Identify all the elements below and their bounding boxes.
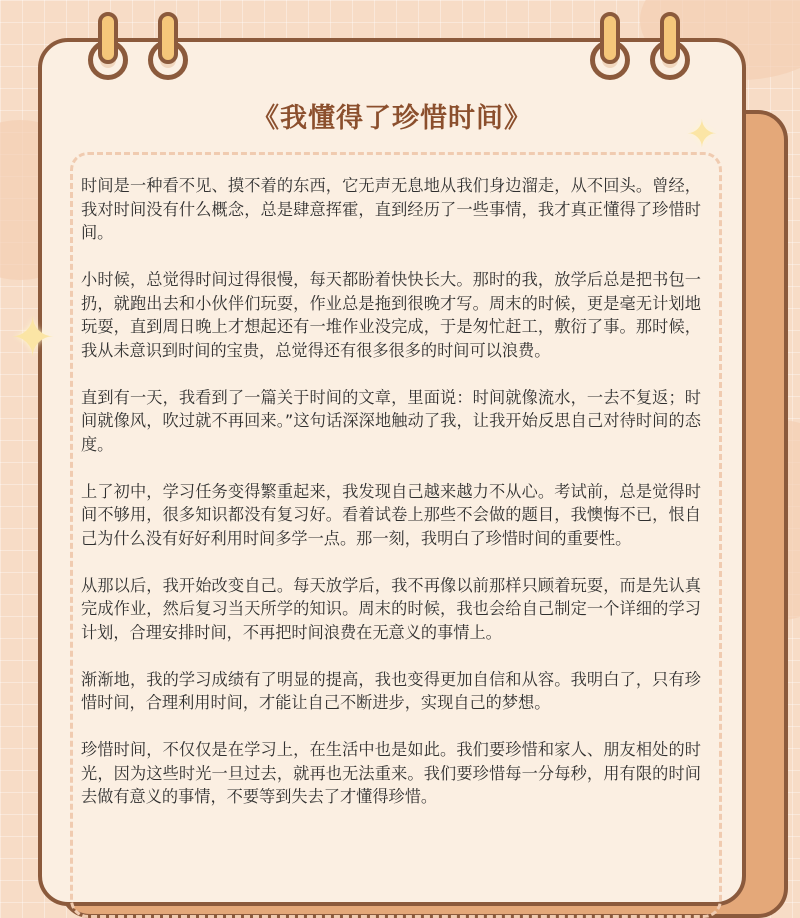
paragraph: 时间是一种看不见、摸不着的东西，它无声无息地从我们身边溜走，从不回头。曾经，我对时间没有什么概念，总是肆意挥霍，直到经历了一些事情，我才真正懂得了珍惜时间。 [81, 176, 701, 242]
paragraph: 小时候，总觉得时间过得很慢，每天都盼着快快长大。那时的我，放学后总是把书包一扔，就跑出去和小伙伴们玩耍，作业总是拖到很晚才写。周末的时候，更是毫无计划地玩耍，直到周日晚上才想起还有一堆作业没完成，于是匆忙赶工，敷衍了事。那时候，我从未意识到时间的宝贵，总觉得还有很多很多的时间可以浪费。 [81, 270, 701, 360]
paragraph: 从那以后，我开始改变自己。每天放学后，我不再像以前那样只顾着玩耍，而是先认真完成作业，然后复习当天所学的知识。周末的时候，我也会给自己制定一个详细的学习计划，合理安排时间，不再把时间浪费在无意义的事情上。 [81, 575, 701, 642]
binder-ring-icon [148, 0, 188, 100]
paragraph: 渐渐地，我的学习成绩有了明显的提高，我也变得更加自信和从容。我明白了，只有珍惜时间，合理利用时间，才能让自己不断进步，实现自己的梦想。 [81, 669, 701, 712]
binder-ring-icon [590, 0, 630, 100]
sparkle-icon: ✦ [10, 306, 56, 369]
binder-ring-icon [650, 0, 690, 100]
sparkle-icon: ✦ [686, 112, 718, 156]
paragraph: 直到有一天，我看到了一篇关于时间的文章，里面说：时间就像流水，一去不复返；时间就像风，吹过就不再回来。”这句话深深地触动了我，让我开始反思自己对待时间的态度。 [81, 387, 701, 454]
paragraph: 上了初中，学习任务变得繁重起来，我发现自己越来越力不从心。考试前，总是觉得时间不够用，很多知识都没有复习好。看着试卷上那些不会做的题目，我懊悔不已，恨自己为什么没有好好利用时间多学一点。那一刻，我明白了珍惜时间的重要性。 [81, 481, 701, 548]
binder-ring-icon [88, 0, 128, 100]
article-body [81, 174, 701, 832]
paragraph: 珍惜时间，不仅仅是在学习上，在生活中也是如此。我们要珍惜和家人、朋友相处的时光，因为这些时光一旦过去，就再也无法重来。我们要珍惜每一分每秒，用有限的时间去做有意义的事情，不要等到失去了才懂得珍惜。 [81, 740, 701, 806]
page-title: 《我懂得了珍惜时间》 [252, 103, 532, 134]
